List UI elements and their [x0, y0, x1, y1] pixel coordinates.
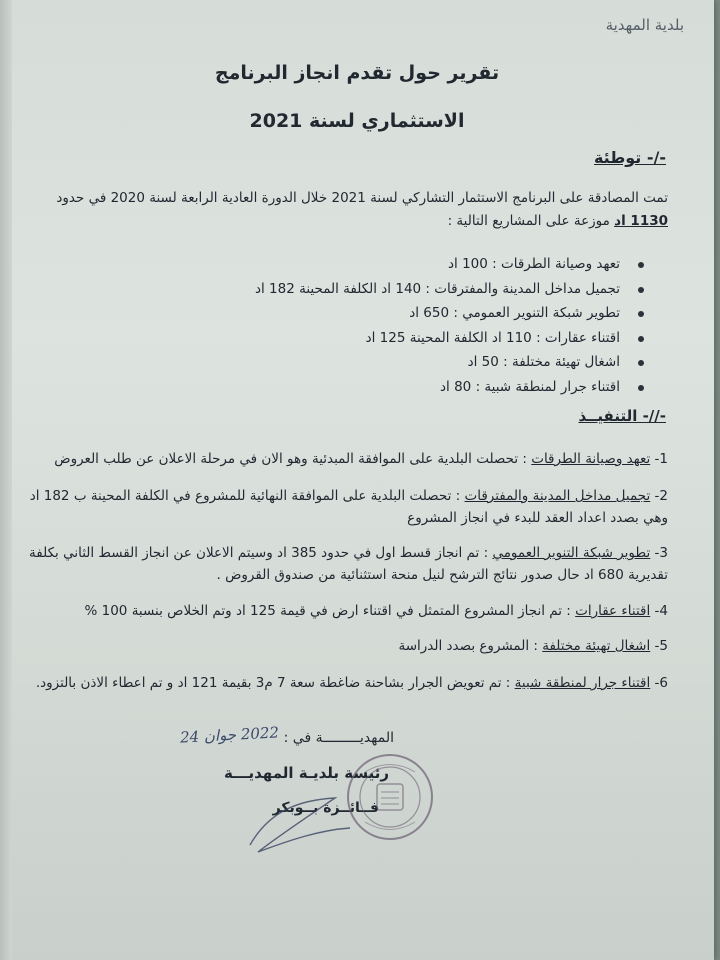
execution-label: تطوير شبكة التنوير العمومي	[492, 545, 651, 561]
project-item: تعهد وصيانة الطرقات : 100 اد	[255, 252, 646, 277]
execution-item	[18, 542, 668, 586]
project-item: اقتناء عقارات : 110 اد الكلفة المحينة 125 اد	[255, 326, 646, 351]
execution-text: : المشروع بصدد الدراسة	[398, 638, 543, 654]
execution-text: : تحصلت البلدية على الموافقة النهائية للمشروع في الكلفة المحينة ب 182 اد وهي بصدد اعداد العقد للبدء في انجاز المشروع	[29, 488, 668, 526]
execution-item	[18, 485, 668, 529]
execution-text: : تم تعويض الجرار بشاحنة ضاغطة سعة 7 م3 بقيمة 121 اد و تم اعطاء الاذن بالتزود.	[35, 675, 515, 691]
handwritten-signature-icon	[240, 790, 360, 860]
project-item: تجميل مداخل المدينة والمفترقات : 140 اد الكلفة المحينة 182 اد	[255, 277, 646, 302]
intro-text-after: موزعة على المشاريع التالية :	[447, 213, 615, 229]
execution-item	[18, 600, 668, 622]
report-subtitle: الاستثماري لسنة 2021	[249, 110, 465, 132]
execution-num: 4-	[654, 603, 668, 619]
execution-label: اشغال تهيئة مختلفة	[542, 638, 651, 654]
intro-text-before: تمت المصادقة على البرنامج الاستثمار التشاركي لسنة 2021 خلال الدورة العادية الرابعة لسنة 2020 في حدود	[56, 190, 668, 206]
execution-num: 5-	[654, 638, 668, 654]
signature-place: المهديـــــــــة في :	[283, 730, 394, 746]
execution-label: اقتناء عقارات	[575, 603, 651, 619]
execution-text: : تحصلت البلدية على الموافقة المبدئية وهو الان في مرحلة الاعلان عن طلب العروض	[54, 451, 532, 467]
execution-num: 2-	[654, 488, 668, 504]
execution-text: : تم انجاز قسط اول في حدود 385 اد وسيتم الاعلان عن انجاز القسط الثاني بكلفة تقديرية 680 اد حال صدور نتائج الترشح لنيل منحة استثنائية من صندوق القروض .	[29, 545, 668, 583]
execution-text: : تم انجاز المشروع المتمثل في اقتناء ارض في قيمة 125 اد وتم الخلاص بنسبة 100 %	[84, 603, 576, 619]
report-title: تقرير حول تقدم انجاز البرنامج	[214, 62, 500, 84]
paper-fold-edge	[0, 0, 12, 960]
signature-name: فــائــزة بــوبكر	[272, 800, 379, 816]
execution-num: 1-	[654, 451, 668, 467]
execution-item	[18, 672, 668, 694]
project-item: اشغال تهيئة مختلفة : 50 اد	[255, 350, 646, 375]
project-item: تطوير شبكة التنوير العمومي : 650 اد	[255, 301, 646, 326]
execution-label: تعهد وصيانة الطرقات	[531, 451, 651, 467]
execution-item	[18, 448, 668, 470]
signature-role: رئيسة بلديـة المهديـــة	[224, 764, 389, 782]
execution-item	[18, 635, 668, 657]
execution-heading: -//- التنفيــذ	[578, 407, 666, 425]
execution-label: تجميل مداخل المدينة والمفترقات	[464, 488, 651, 504]
execution-num: 3-	[654, 545, 668, 561]
execution-label: اقتناء جرار لمنطقة شبية	[514, 675, 651, 691]
signature-date: 2022 جوان 24	[179, 723, 280, 747]
project-list	[255, 252, 646, 399]
execution-num: 6-	[654, 675, 668, 691]
intro-amount: 1130 اد	[614, 213, 668, 229]
intro-paragraph	[28, 187, 668, 233]
intro-heading: -/- توطئة	[593, 148, 666, 167]
commune-header: بلدية المهدية	[605, 16, 684, 34]
project-item: اقتناء جرار لمنطقة شبية : 80 اد	[255, 375, 646, 400]
